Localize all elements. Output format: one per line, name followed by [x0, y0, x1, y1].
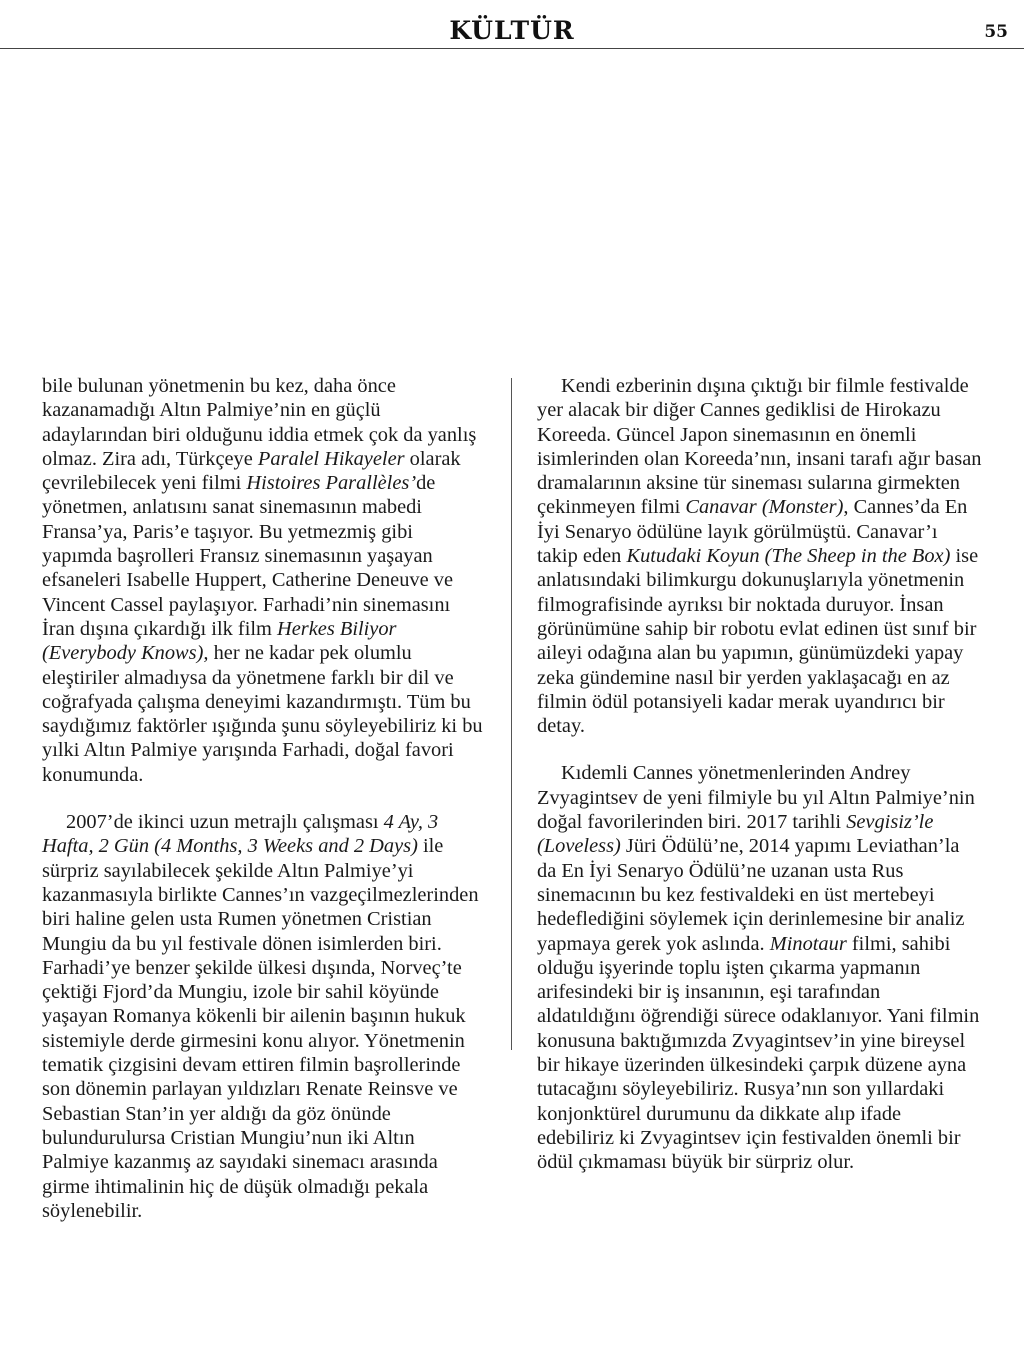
paragraph-mungiu — [42, 810, 484, 1223]
text-run: Jüri Ödülü’ne, 2014 yapımı Leviathan’la da En İyi Senaryo Ödülü’ne uzanan usta Rus sinemacının bu kez festivaldeki en üst mertebeyi hedeflediğini söylemek için derinlemesine bir analiz yapmaya gerek yok aslında. — [537, 835, 965, 955]
film-title: Paralel Hikayeler — [257, 447, 405, 470]
text-run: , Cannes’da En İyi Senaryo ödülüne layık görülmüştü. Canavar’ı takip eden — [537, 496, 968, 568]
text-run: bile bulunan yönetmenin bu kez, daha önce kazanamadığı Altın Palmiye’nin en güçlü adaylarından biri olduğunu iddia etmek çok da yanlış olmaz. Zira adı, Türkçeye — [42, 375, 477, 470]
film-title: Herkes Biliyor (Everybody Knows), — [42, 617, 397, 665]
column-divider — [511, 378, 512, 1050]
film-title: 4 Ay, 3 Hafta, 2 Gün (4 Months, 3 Weeks and 2 Days) — [42, 811, 439, 858]
text-run: olarak çevrilebilecek yeni filmi — [42, 447, 461, 495]
paragraph-koreeda — [537, 374, 983, 738]
text-run: her ne kadar pek olumlu eleştiriler almadıysa da yönetmene farklı bir dil ve coğrafyada çalışma deneyimi kazandırmıştı. Tüm bu saydığımız faktörler ışığında şunu söyleyebiliriz ki bu yılki Altın Palmiye yarışında Farhadi, doğal favori konumunda. — [42, 642, 483, 786]
film-title: Histoires Parallèles’ — [246, 472, 417, 495]
page-number: 55 — [984, 22, 1008, 42]
paragraph-farhadi — [42, 374, 484, 787]
text-run: filmi, sahibi olduğu işyerinde toplu işten çıkarma yapmanın arifesindeki bir iş insanının, eşi tarafından aldatıldığını öğrendiği sürece odaklanıyor. Yani filmin konusuna baktığımızda Zvyagintsev’in yine bireysel bir hikaye üzerinden ülkesindeki çarpık düzene ayna tutacağını söyleyebiliriz. Rusya’nın son yıllardaki konjonktürel durumunu da dikkate alıp ifade edebiliriz ki Zvyagintsev için festivalden önemli bir ödül çıkmaması büyük bir sürpriz olur. — [537, 932, 980, 1174]
film-title: Kutudaki Koyun (The Sheep in the Box) — [626, 545, 951, 568]
text-run: Kıdemli Cannes yönetmenlerinden Andrey Zvyagintsev de yeni filmiyle bu yıl Altın Palmiye’nin doğal favorilerinden biri. 2017 tarihli — [537, 762, 975, 834]
film-title: Sevgisiz’le (Loveless) — [537, 811, 934, 858]
right-column — [537, 374, 983, 1175]
film-title: Canavar (Monster) — [685, 496, 844, 519]
film-title: Minotaur — [769, 932, 847, 955]
text-run: 2007’de ikinci uzun metrajlı çalışması — [66, 811, 384, 834]
text-run: ile sürpriz sayılabilecek şekilde Altın Palmiye’yi kazanmasıyla birlikte Cannes’ın vazgeçilmezlerinden biri haline gelen usta Rumen yönetmen Cristian Mungiu da bu yıl festivale dönen isimlerden biri. Farhadi’ye benzer şekilde ülkesi dışında, Norveç’te çektiği Fjord’da Mungiu, izole bir sahil köyünde yaşayan Romanya kökenli bir ailenin başının hukuk sistemiyle derde girmesini konu alıyor. Yönetmenin tematik çizgisini devam ettiren filmin başrollerinde son dönemin parlayan yıldızları Renate Reinsve ve Sebastian Stan’in yer aldığı da göz önünde bulundurulursa Cristian Mungiu’nun iki Altın Palmiye kazanmış az sayıdaki sinemacı arasında girme ihtimalinin hiç de düşük olmadığı pekala söylenebilir. — [42, 835, 479, 1222]
text-run: Kendi ezberinin dışına çıktığı bir filmle festivalde yer alacak bir diğer Cannes gediklisi de Hirokazu Koreeda. Güncel Japon sinemasının en önemli isimlerinden olan Koreeda’nın, insani tarafı ağır basan dramalarının aksine tür sineması sularına girmekten çekinmeyen filmi — [537, 375, 982, 519]
left-column — [42, 374, 484, 1223]
text-run: ise anlatısındaki bilimkurgu dokunuşlarıyla yönetmenin filmografisinde ayrıksı bir noktada duruyor. İnsan görünümüne sahip bir robotu evlat edinen üst sınıf bir aileyi odağına alan bu yapımın, günümüzdeki yapay zeka gündemine nasıl bir yerden yaklaşacağı en az filmin ödül potansiyeli kadar merak uyandırıcı bir detay. — [537, 545, 979, 738]
header-rule — [0, 48, 1024, 49]
text-run: de yönetmen, anlatısını sanat sinemasının mabedi Fransa’ya, Paris’e taşıyor. Bu yetmezmiş gibi yapımda başrolleri Fransız sinemasının yaşayan efsaneleri Isabelle Huppert, Catherine Deneuve ve Vincent Cassel paylaşıyor. Farhadi’nin sinemasını İran dışına çıkardığı ilk film — [42, 472, 454, 640]
paragraph-zvyagintsev — [537, 761, 983, 1174]
section-title: KÜLTÜR — [449, 16, 575, 45]
